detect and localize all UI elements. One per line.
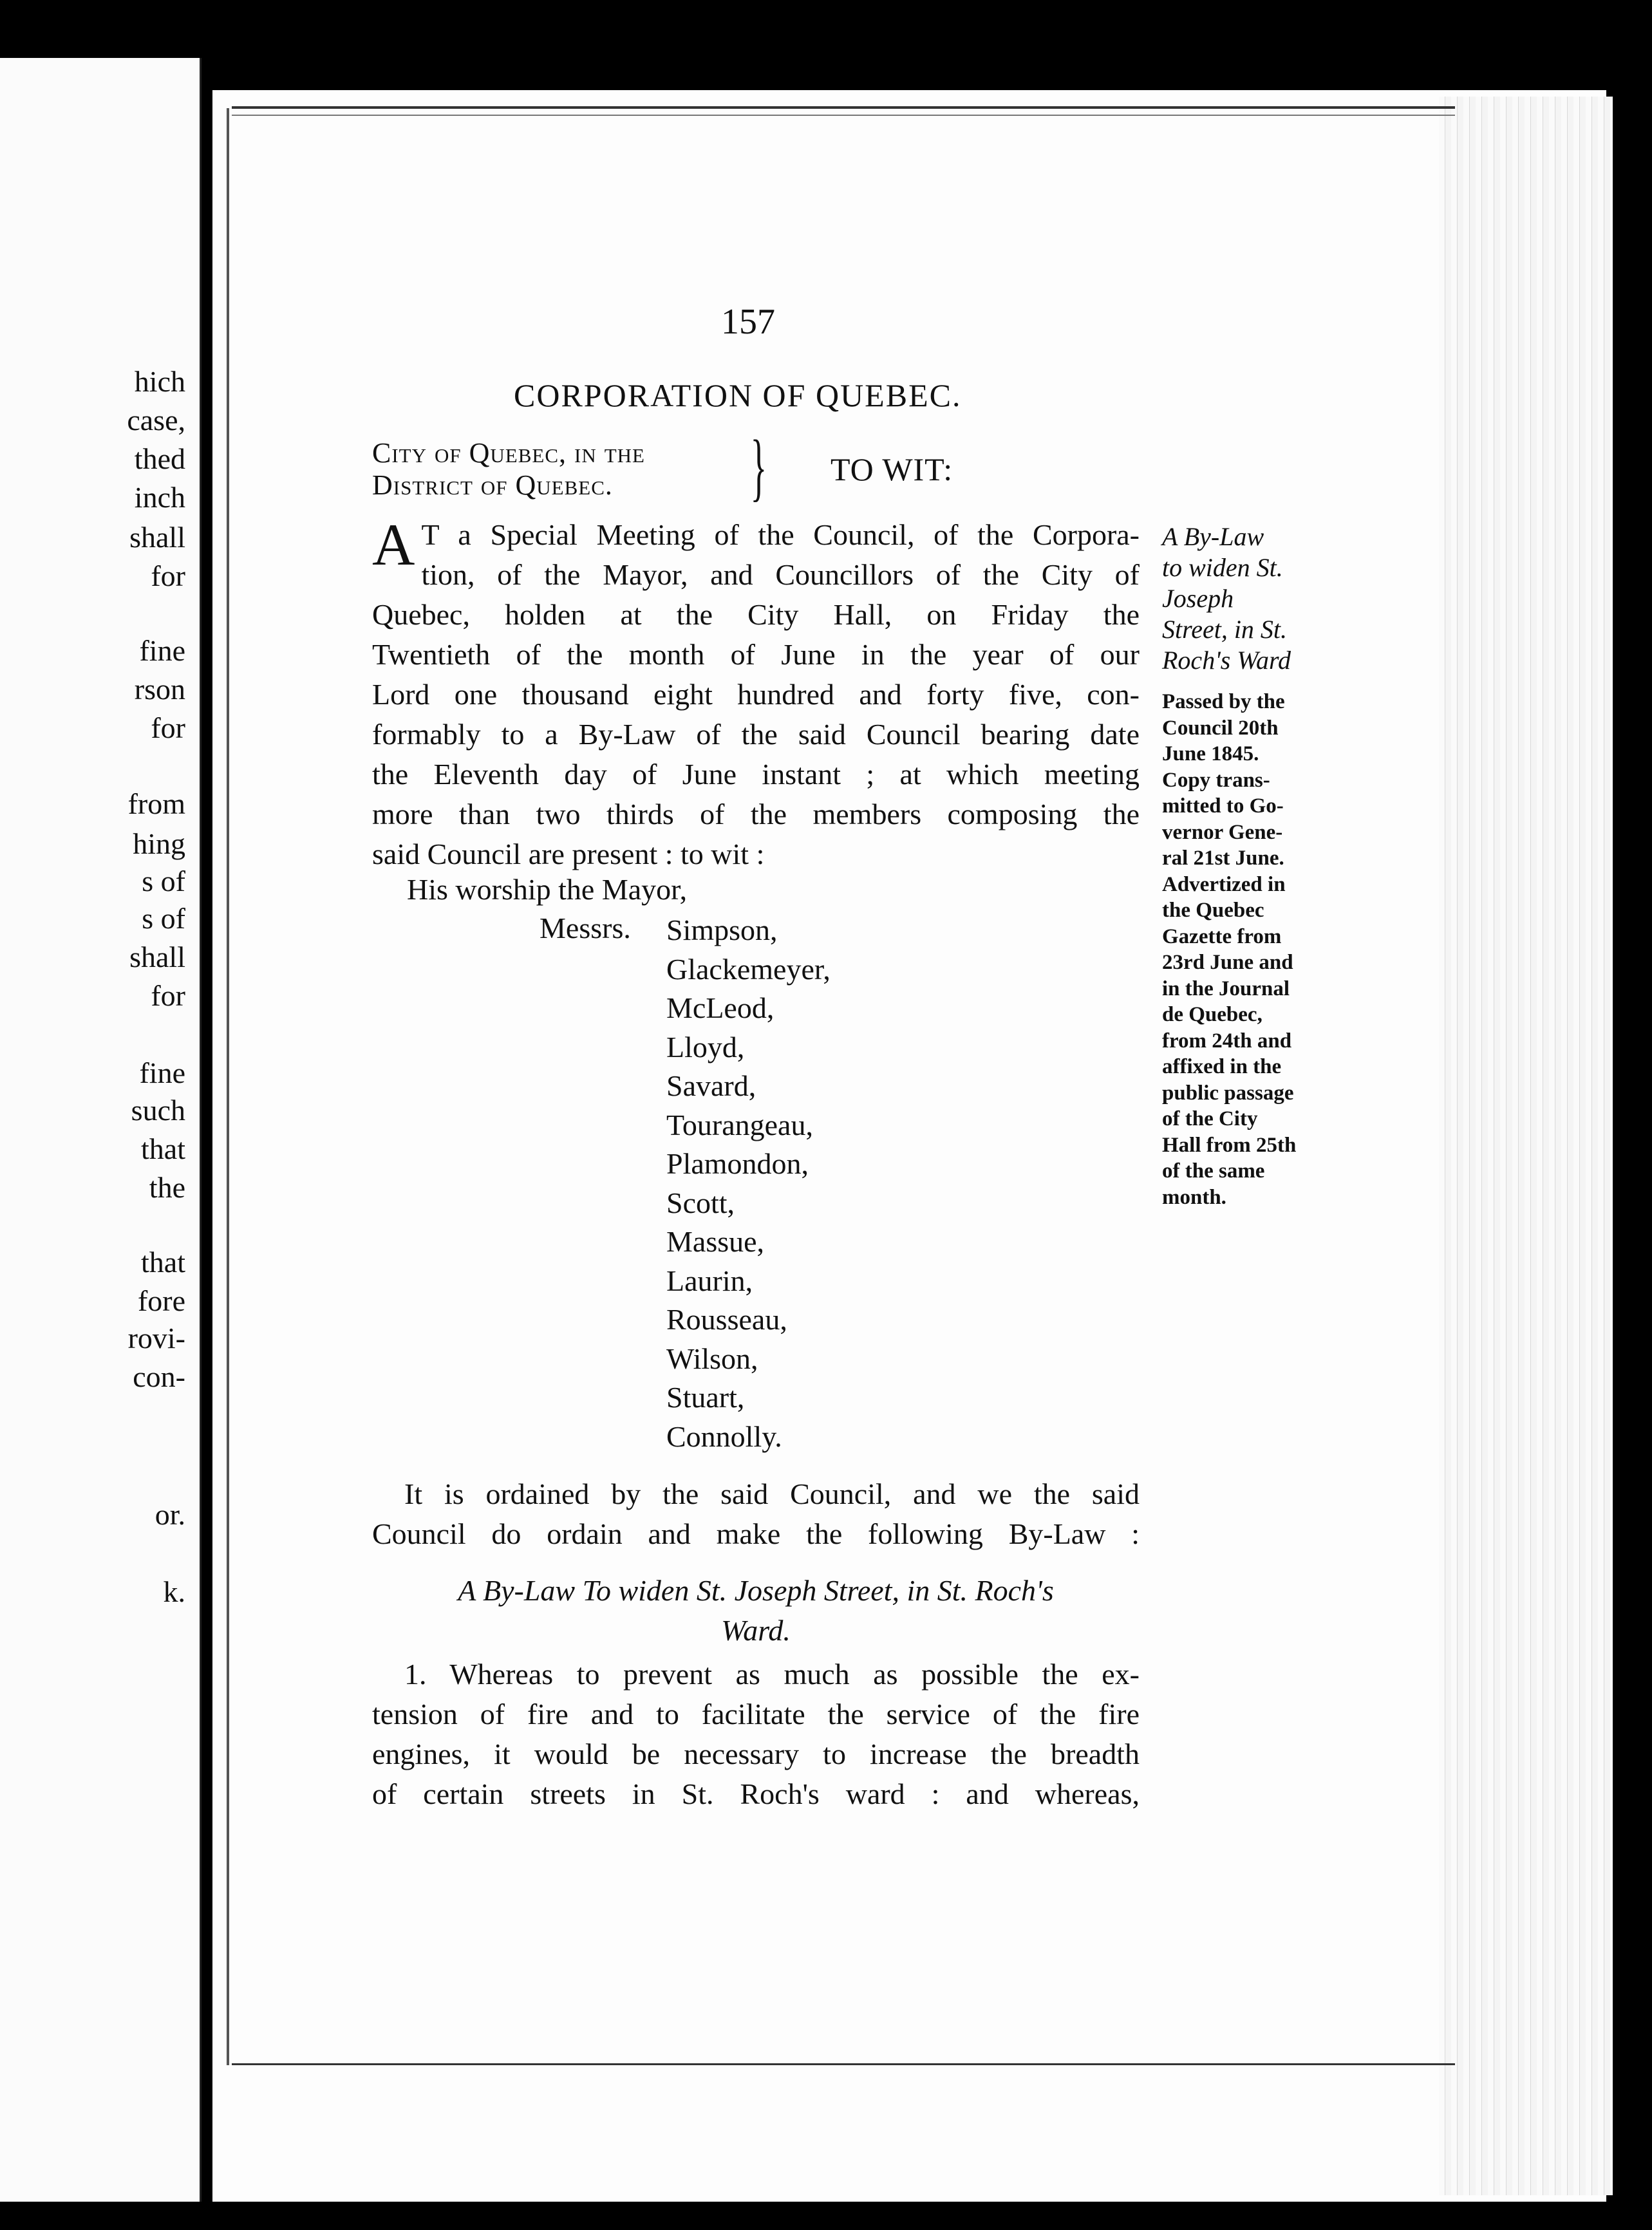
bottom-border-rule — [232, 2063, 1455, 2065]
left-page-fragment: for — [151, 711, 185, 744]
left-page-fragment: inch — [134, 481, 185, 514]
marginal-note-line: from 24th and — [1162, 1029, 1292, 1053]
intro-lines — [372, 512, 1140, 874]
to-wit-label: TO WIT: — [831, 451, 953, 487]
paragraph-line: 1. Whereas to prevent as much as possible the ex- — [404, 1658, 1140, 1691]
paragraph-line: tension of fire and to facilitate the service of the fire — [372, 1698, 1140, 1730]
marginal-note-text — [1162, 689, 1296, 1210]
marginal-note-line: Passed by the — [1162, 690, 1285, 713]
paragraph-line: of certain streets in St. Roch's ward : and whereas, — [372, 1777, 1140, 1810]
left-page-fragment: from — [127, 787, 185, 820]
member-name: Savard, — [666, 1069, 756, 1102]
left-page-fragment: the — [149, 1171, 185, 1204]
marginal-note-line: de Quebec, — [1162, 1003, 1262, 1026]
intro-line: Twentieth of the month of June in the year of our — [372, 638, 1140, 671]
left-page-fragment: con- — [133, 1360, 185, 1393]
marginal-note-line: 23rd June and — [1162, 951, 1293, 974]
marginal-note-line: in the Journal — [1162, 977, 1290, 1000]
marginal-note-line: of the City — [1162, 1107, 1258, 1130]
paragraph-line: engines, it would be necessary to increase the breadth — [372, 1738, 1140, 1770]
left-page-fragment: fine — [139, 1056, 185, 1089]
left-page-fragment: hich — [134, 365, 185, 398]
marginal-note-line: the Quebec — [1162, 899, 1264, 922]
member-name: Glackemeyer, — [666, 952, 831, 986]
marginal-note-title-line: Joseph — [1162, 584, 1234, 613]
marginal-note-line: vernor Gene- — [1162, 820, 1283, 844]
left-page-fragment: rovi- — [127, 1322, 185, 1354]
left-page-fragment: case, — [127, 404, 185, 436]
messrs-label: Messrs. — [540, 912, 631, 944]
left-page-fragment: that — [141, 1132, 185, 1165]
intro-line: more than two thirds of the members composing the — [372, 798, 1140, 830]
marginal-note-line: month. — [1162, 1185, 1226, 1209]
caption-line-2: District of Quebec. — [372, 469, 613, 501]
left-page-fragment: rson — [134, 673, 185, 706]
brace-glyph: } — [750, 424, 767, 509]
marginal-note-title-line: to widen St. — [1162, 553, 1283, 582]
intro-line: said Council are present : to wit : — [372, 838, 765, 870]
member-name: Plamondon, — [666, 1147, 809, 1180]
top-border-rule-inner — [232, 115, 1455, 116]
ordain-line: Council do ordain and make the following By-Law : — [372, 1517, 1140, 1550]
left-page-fragment: thed — [134, 442, 185, 475]
marginal-note-line: mitted to Go- — [1162, 794, 1284, 818]
caption-line-1: City of Quebec, in the — [372, 437, 645, 469]
marginal-note-title-line: Roch's Ward — [1162, 646, 1291, 675]
facing-page-left — [0, 58, 202, 2202]
member-name: Massue, — [666, 1225, 765, 1258]
ordain-paragraph — [372, 1474, 1140, 1554]
marginal-note-line: Hall from 25th — [1162, 1133, 1297, 1157]
intro-line: the Eleventh day of June instant ; at which meeting — [372, 758, 1140, 791]
member-name: Rousseau, — [666, 1303, 787, 1336]
member-name: Laurin, — [666, 1264, 753, 1297]
intro-line: tion, of the Mayor, and Councillors of the City of — [421, 558, 1140, 591]
marginal-note-line: public passage — [1162, 1081, 1294, 1105]
left-page-fragment: s of — [142, 865, 185, 897]
marginal-note-line: affixed in the — [1162, 1055, 1282, 1078]
page-number: 157 — [721, 302, 775, 342]
page-heading: CORPORATION OF QUEBEC. — [514, 377, 962, 413]
left-page-fragment: fine — [139, 634, 185, 667]
left-page-fragment: shall — [129, 941, 185, 973]
bylaw-title-line: Ward. — [721, 1614, 791, 1647]
left-page-fragment: hing — [133, 827, 185, 860]
member-name: Tourangeau, — [666, 1108, 813, 1141]
member-name: McLeod, — [666, 991, 774, 1024]
marginal-note-line: Gazette from — [1162, 924, 1282, 948]
marginal-note-line: ral 21st June. — [1162, 847, 1284, 870]
marginal-note-line: June 1845. — [1162, 742, 1259, 765]
marginal-note-line: Advertized in — [1162, 872, 1286, 896]
marginal-note-title-line: Street, in St. — [1162, 615, 1288, 644]
intro-line: T a Special Meeting of the Council, of the Corpora- — [421, 518, 1140, 551]
mayor-line: His worship the Mayor, — [407, 873, 688, 906]
bylaw-title-line: A By-Law To widen St. Joseph Street, in St. Roch's — [458, 1574, 1054, 1607]
marginal-note-line: Copy trans- — [1162, 768, 1270, 792]
member-name: Wilson, — [666, 1342, 758, 1375]
member-name: Simpson, — [666, 914, 778, 946]
left-page-fragment: k. — [163, 1575, 185, 1608]
marginal-note-line: Council 20th — [1162, 716, 1279, 740]
marginal-note-line: of the same — [1162, 1159, 1265, 1183]
left-page-fragment: shall — [129, 521, 185, 554]
left-page-fragment: or. — [155, 1498, 185, 1531]
left-page-fragment: that — [141, 1246, 185, 1279]
drop-cap: A — [372, 512, 415, 577]
member-name: Lloyd, — [666, 1030, 745, 1063]
intro-line: Lord one thousand eight hundred and forty five, con- — [372, 678, 1140, 711]
marginal-note-title-line: A By-Law — [1162, 522, 1264, 551]
paragraph-1 — [372, 1654, 1140, 1814]
left-page-fragment: fore — [137, 1284, 185, 1317]
member-name: Scott, — [666, 1186, 735, 1219]
intro-line: Quebec, holden at the City Hall, on Friday the — [372, 598, 1140, 631]
left-page-fragment: for — [151, 559, 185, 592]
book-page-edges — [1439, 97, 1613, 2195]
left-border-rule — [227, 108, 229, 2065]
left-page-fragment: s of — [142, 902, 185, 935]
intro-line: formably to a By-Law of the said Council bearing date — [372, 718, 1140, 751]
marginal-note-title — [1162, 521, 1291, 676]
bylaw-title — [372, 1571, 1140, 1651]
ordain-line: It is ordained by the said Council, and we the said — [404, 1477, 1140, 1510]
member-name: Connolly. — [666, 1420, 782, 1453]
intro-paragraph — [372, 512, 1140, 874]
left-page-fragment: such — [131, 1094, 185, 1127]
left-page-fragment: for — [151, 979, 185, 1012]
member-name: Stuart, — [666, 1381, 745, 1414]
member-list — [666, 911, 831, 1456]
top-border-rule — [232, 106, 1455, 109]
